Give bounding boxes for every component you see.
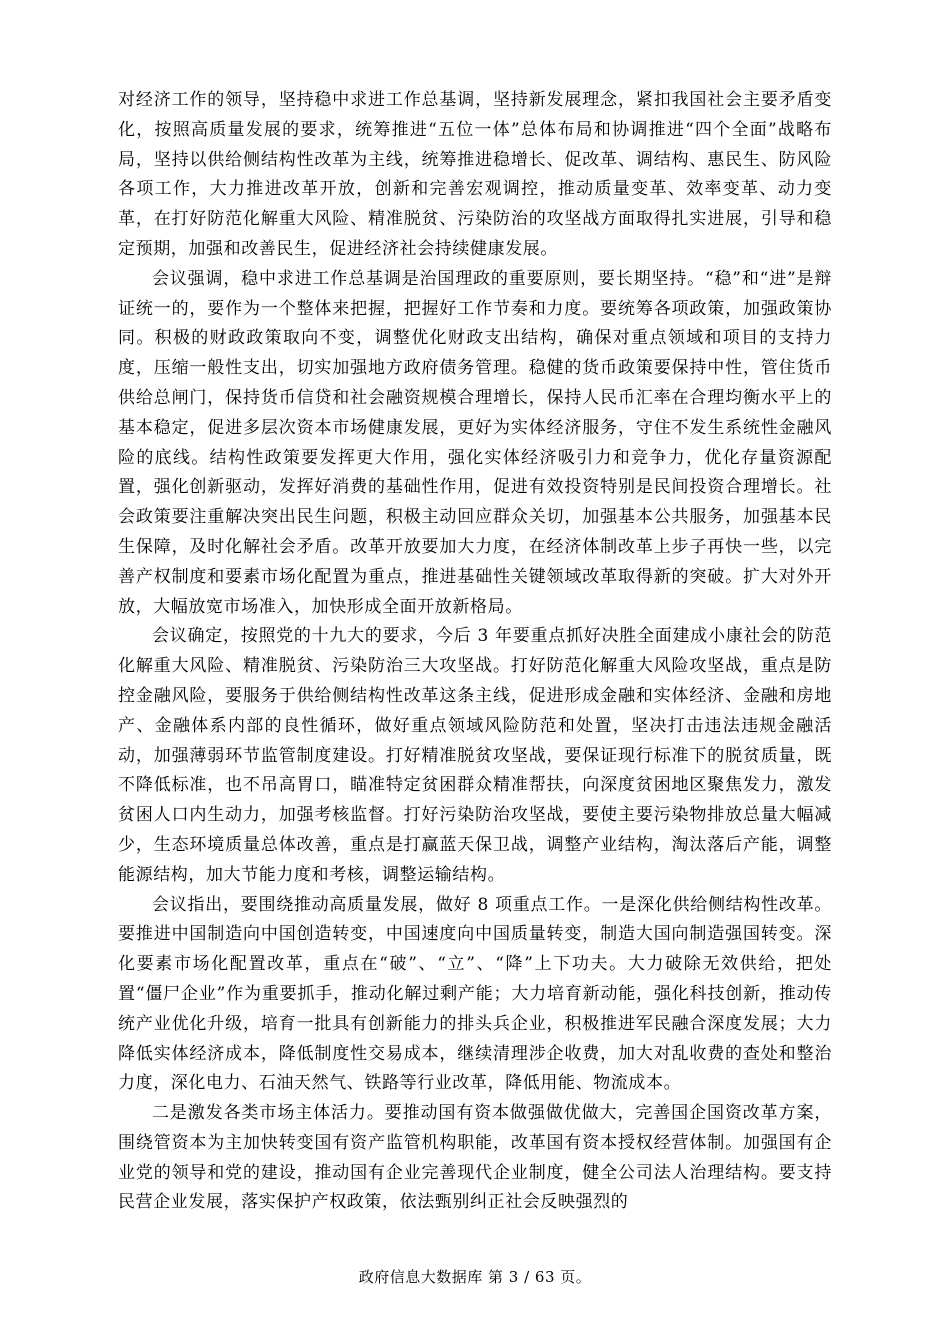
- page-footer: [0, 1266, 950, 1287]
- document-body: [118, 86, 832, 1218]
- paragraph-3: 会议确定，按照党的十九大的要求，今后 3 年要重点抓好决胜全面建成小康社会的防范化解重大风险、精准脱贫、污染防治三大攻坚战。打好防范化解重大风险攻坚战，重点是防控金融风险，要服务于供给侧结构性改革这条主线，促进形成金融和实体经济、金融和房地产、金融体系内部的良性循环，做好重点领域风险防范和处置，坚决打击违法违规金融活动，加强薄弱环节监管制度建设。打好精准脱贫攻坚战，要保证现行标准下的脱贫质量，既不降低标准，也不吊高胃口，瞄准特定贫困群众精准帮扶，向深度贫困地区聚焦发力，激发贫困人口内生动力，加强考核监督。打好污染防治攻坚战，要使主要污染物排放总量大幅减少，生态环境质量总体改善，重点是打赢蓝天保卫战，调整产业结构，淘汰落后产能，调整能源结构，加大节能力度和考核，调整运输结构。: [118, 626, 832, 885]
- paragraph-5: 二是激发各类市场主体活力。要推动国有资本做强做优做大，完善国企国资改革方案，围绕管资本为主加快转变国有资产监管机构职能，改革国有资本授权经营体制。加强国有企业党的领导和党的建设，推动国有企业完善现代企业制度，健全公司法人治理结构。要支持民营企业发展，落实保护产权政策，依法甄别纠正社会反映强烈的: [118, 1103, 832, 1213]
- footer-page-number-text: 政府信息大数据库 第 3 / 63 页。: [358, 1268, 592, 1286]
- paragraph-4: 会议指出，要围绕推动高质量发展，做好 8 项重点工作。一是深化供给侧结构性改革。要推进中国制造向中国创造转变，中国速度向中国质量转变，制造大国向制造强国转变。深化要素市场化配置改革，重点在“破”、“立”、“降”上下功夫。大力破除无效供给，把处置“僵尸企业”作为重要抓手，推动化解过剩产能；大力培育新动能，强化科技创新，推动传统产业优化升级，培育一批具有创新能力的排头兵企业，积极推进军民融合深度发展；大力降低实体经济成本，降低制度性交易成本，继续清理涉企收费，加大对乱收费的查处和整治力度，深化电力、石油天然气、铁路等行业改革，降低用能、物流成本。: [118, 894, 832, 1094]
- paragraph-1: 对经济工作的领导，坚持稳中求进工作总基调，坚持新发展理念，紧扣我国社会主要矛盾变化，按照高质量发展的要求，统筹推进“五位一体”总体布局和协调推进“四个全面”战略布局，坚持以供给侧结构性改革为主线，统筹推进稳增长、促改革、调结构、惠民生、防风险各项工作，大力推进改革开放，创新和完善宏观调控，推动质量变革、效率变革、动力变革，在打好防范化解重大风险、精准脱贫、污染防治的攻坚战方面取得扎实进展，引导和稳定预期，加强和改善民生，促进经济社会持续健康发展。: [118, 90, 832, 259]
- paragraph-2: 会议强调，稳中求进工作总基调是治国理政的重要原则，要长期坚持。“稳”和“进”是辩证统一的，要作为一个整体来把握，把握好工作节奏和力度。要统筹各项政策，加强政策协同。积极的财政政策取向不变，调整优化财政支出结构，确保对重点领域和项目的支持力度，压缩一般性支出，切实加强地方政府债务管理。稳健的货币政策要保持中性，管住货币供给总闸门，保持货币信贷和社会融资规模合理增长，保持人民币汇率在合理均衡水平上的基本稳定，促进多层次资本市场健康发展，更好为实体经济服务，守住不发生系统性金融风险的底线。结构性政策要发挥更大作用，强化实体经济吸引力和竞争力，优化存量资源配置，强化创新驱动，发挥好消费的基础性作用，促进有效投资特别是民间投资合理增长。社会政策要注重解决突出民生问题，积极主动回应群众关切，加强基本公共服务，加强基本民生保障，及时化解社会矛盾。改革开放要加大力度，在经济体制改革上步子再快一些，以完善产权制度和要素市场化配置为重点，推进基础性关键领域改革取得新的突破。扩大对外开放，大幅放宽市场准入，加快形成全面开放新格局。: [118, 268, 832, 617]
